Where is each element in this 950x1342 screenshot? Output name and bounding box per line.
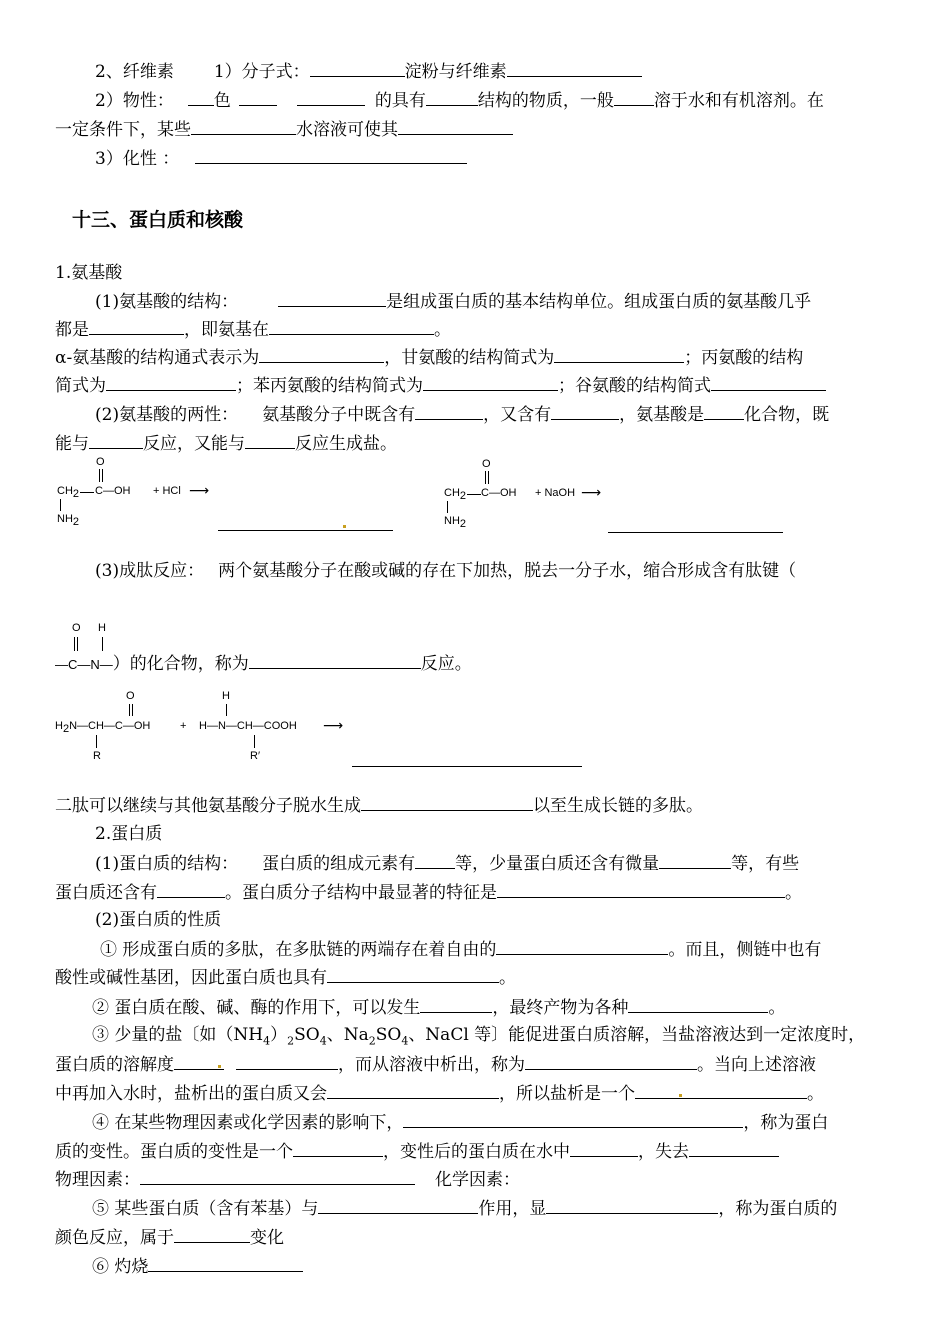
text: 。 [499, 968, 516, 988]
text: (2)氨基酸的两性： [95, 405, 239, 425]
blank[interactable] [711, 374, 826, 391]
text: ，失去 [638, 1142, 689, 1162]
peptide-line1 [95, 560, 796, 582]
text: ，称为蛋白 [743, 1113, 829, 1133]
amino-s1 [95, 290, 811, 313]
text: ③ 少量的盐〔如（NH [92, 1025, 264, 1045]
protein-f1 [92, 1111, 828, 1134]
text: 、Na [326, 1025, 369, 1045]
amino-s2 [55, 318, 451, 341]
blank[interactable] [689, 1140, 779, 1157]
blank[interactable] [525, 1053, 697, 1070]
protein-h1 [92, 1255, 303, 1278]
bond [226, 704, 227, 716]
blank[interactable] [174, 1226, 250, 1243]
text: 。 [807, 1084, 824, 1104]
text: ⑥ 灼烧 [92, 1257, 149, 1277]
amino-s3 [55, 346, 803, 369]
blank[interactable] [174, 1053, 224, 1070]
text: 物理因素： [55, 1170, 140, 1190]
text: 。而且，侧链中也有 [668, 940, 822, 960]
blank[interactable] [554, 346, 684, 363]
protein-b1: (2)蛋白质的性质 [95, 910, 222, 930]
bond [80, 492, 94, 493]
bond [102, 637, 103, 651]
blank[interactable] [423, 374, 558, 391]
text: 结构的物质，一般 [477, 91, 614, 111]
blank[interactable] [635, 1082, 807, 1099]
blank[interactable] [614, 89, 654, 106]
text: NH [444, 515, 460, 527]
blank[interactable] [236, 1053, 338, 1070]
text: 溶于水和有机溶剂。在 [653, 91, 824, 111]
answer-blank[interactable] [218, 530, 393, 531]
bond [254, 735, 255, 748]
double-bond [77, 637, 78, 651]
amino-s5 [95, 403, 829, 426]
blank[interactable] [318, 1197, 478, 1214]
text: 能与 [55, 434, 89, 454]
text: ，甘氨酸的结构简式为 [384, 348, 555, 368]
protein-d1 [92, 996, 785, 1019]
text: ） [270, 1025, 288, 1045]
protein-c2 [55, 966, 516, 989]
text: 2 [459, 518, 467, 531]
blank[interactable] [259, 346, 384, 363]
protein-f2 [55, 1140, 779, 1163]
double-bond [129, 704, 130, 716]
text: 等，有些 [731, 854, 800, 874]
blank[interactable] [398, 118, 513, 135]
amino-s6 [55, 432, 397, 455]
text: ；苯丙氨酸的结构简式为 [236, 376, 423, 396]
text: 。当向上述溶液 [697, 1055, 816, 1075]
arrow-icon: ⟶ [581, 484, 602, 500]
blank[interactable] [157, 881, 225, 898]
answer-blank[interactable] [352, 766, 582, 767]
text: 二肽可以继续与其他氨基酸分子脱水生成 [55, 796, 361, 816]
text: ⑤ 某些蛋白质（含有苯基）与 [92, 1199, 319, 1219]
blank[interactable] [361, 794, 533, 811]
r-group: R [93, 750, 101, 762]
text: 淀粉与纤维素 [404, 62, 507, 82]
text: 3）化性 ： [95, 149, 180, 169]
text: 化学因素： [435, 1170, 520, 1190]
text: 2、纤维素 [95, 62, 174, 82]
text: 2 [72, 516, 80, 529]
text: 反应生成盐。 [295, 434, 397, 454]
amino-heading: 1.氨基酸 [55, 263, 123, 283]
text: 一定条件下，某些 [55, 120, 191, 140]
protein-e2 [55, 1053, 816, 1076]
double-bond [99, 469, 100, 482]
text: CH [444, 487, 460, 499]
blank[interactable] [269, 318, 434, 335]
blank[interactable] [403, 1111, 743, 1128]
blank[interactable] [546, 1197, 718, 1214]
text: 化合物，既 [744, 405, 830, 425]
blank[interactable] [239, 89, 277, 106]
text: (3)成肽反应： [95, 561, 205, 581]
text: 等，少量蛋白质还含有微量 [455, 854, 660, 874]
hydrogen-label: H [98, 622, 106, 634]
plus-sign: + [180, 720, 187, 732]
text: ）的化合物，称为 [112, 654, 249, 674]
text: 反应。 [420, 654, 472, 674]
nh2-label [57, 513, 79, 528]
blank[interactable] [507, 60, 642, 77]
reactant1-label: $H_2N—CH—C—OH$ [55, 720, 151, 736]
text: ① 形成蛋白质的多肽，在多肽链的两端存在着自由的 [100, 940, 497, 960]
text: 色 [213, 91, 231, 111]
text: ，称为蛋白质的 [718, 1199, 838, 1219]
text: 2 [287, 1034, 295, 1048]
protein-f3 [55, 1168, 520, 1191]
peptide-line2 [55, 652, 472, 676]
text: ，最终产物为各种 [492, 998, 629, 1018]
double-bond [488, 471, 489, 484]
ink-dot [218, 1065, 221, 1068]
text: 蛋白质的溶解度 [55, 1055, 174, 1075]
blank[interactable] [89, 432, 143, 449]
oxygen-label: O [96, 456, 105, 468]
blank[interactable] [497, 881, 785, 898]
text: 1）分子式： [213, 62, 310, 82]
blank[interactable] [148, 1255, 303, 1272]
blank[interactable] [327, 966, 499, 983]
double-bond [102, 469, 103, 482]
text: 。蛋白质分子结构中最显著的特征是 [225, 883, 497, 903]
double-bond [132, 704, 133, 716]
text: 都是 [55, 320, 89, 340]
text: SO [375, 1025, 402, 1045]
blank[interactable] [191, 118, 296, 135]
text: 4 [401, 1034, 409, 1048]
text: 2）物性： [95, 91, 174, 111]
blank[interactable] [496, 938, 668, 955]
text: α-氨基酸的结构通式表示为 [55, 348, 260, 368]
ch2-label [444, 487, 466, 502]
blank[interactable] [327, 1082, 499, 1099]
blank[interactable] [140, 1168, 415, 1185]
protein-a2 [55, 881, 802, 904]
double-bond [74, 637, 75, 651]
cellulose-line1 [95, 60, 642, 83]
text: 变化 [250, 1228, 284, 1248]
text: CH [57, 485, 73, 497]
text: 的具有 [374, 91, 426, 111]
blank[interactable] [310, 60, 405, 77]
text: ，所以盐析是一个 [499, 1084, 635, 1104]
cellulose-line4 [95, 147, 467, 170]
text: 以至生成长链的多肽。 [533, 796, 703, 816]
blank[interactable] [106, 374, 236, 391]
blank[interactable] [293, 1140, 383, 1157]
protein-a1 [95, 852, 799, 875]
answer-blank[interactable] [608, 532, 783, 533]
text: 。 [768, 998, 786, 1018]
oxygen-label: O [482, 458, 491, 470]
naoh-label: + NaOH [535, 487, 576, 499]
bond [467, 494, 481, 495]
double-bond [485, 471, 486, 484]
blank[interactable] [551, 403, 619, 420]
blank[interactable] [570, 1140, 638, 1157]
blank[interactable] [420, 996, 492, 1013]
blank[interactable] [659, 852, 731, 869]
oxygen-label: O [72, 622, 81, 634]
blank[interactable] [415, 852, 455, 869]
text: ，又含有 [483, 405, 552, 425]
blank[interactable] [628, 996, 768, 1013]
blank[interactable] [245, 432, 295, 449]
text: 中再加入水时，盐析出的蛋白质又会 [55, 1084, 327, 1104]
protein-e3 [55, 1082, 824, 1105]
protein-e1 [92, 1024, 865, 1052]
text: 是组成蛋白质的基本结构单位。组成蛋白质的氨基酸几乎 [386, 292, 812, 312]
text: 2 [72, 488, 80, 501]
bond [60, 499, 61, 511]
text: (1)氨基酸的结构： [95, 292, 239, 312]
text: N—CH—C—OH [69, 720, 151, 732]
cellulose-line3 [55, 118, 513, 141]
text: ② 蛋白质在酸、碱、酶的作用下，可以发生 [92, 998, 421, 1018]
peptide-bond-text: —C—N— [55, 657, 113, 672]
text: ，氨基酸是 [619, 405, 705, 425]
text: SO [294, 1025, 320, 1045]
blank[interactable] [89, 318, 184, 335]
text: NH [57, 513, 73, 525]
text: 蛋白质还含有 [55, 883, 157, 903]
protein-g2 [55, 1226, 284, 1249]
blank[interactable] [195, 147, 467, 164]
blank[interactable] [297, 89, 365, 106]
text: 两个氨基酸分子在酸或碱的存在下加热，脱去一分子水，缩合形成含有肽键（ [218, 561, 797, 581]
ink-dot [343, 525, 346, 528]
blank[interactable] [426, 89, 478, 106]
text: 2 [459, 490, 467, 503]
text: 简式为 [55, 376, 106, 396]
text: 酸性或碱性基团，因此蛋白质也具有 [55, 968, 327, 988]
oxygen-label: O [126, 690, 135, 702]
nh2-label [444, 515, 466, 530]
text: ④ 在某些物理因素或化学因素的影响下， [92, 1113, 404, 1133]
bond [447, 501, 448, 513]
blank[interactable] [415, 403, 483, 420]
text: 氨基酸分子中既含有 [262, 405, 416, 425]
text: ，即氨基在 [184, 320, 269, 340]
blank[interactable] [704, 403, 744, 420]
hcl-label: + HCl [153, 485, 181, 497]
protein-g1 [92, 1197, 837, 1220]
text: 蛋白质的组成元素有 [262, 854, 416, 874]
text: 水溶液可使其 [296, 120, 398, 140]
bond [96, 735, 97, 748]
section-title: 十三、蛋白质和核酸 [72, 209, 244, 231]
text: 反应，又能与 [143, 434, 245, 454]
peptide-line3 [55, 794, 703, 817]
text: 。 [434, 320, 451, 340]
hydrogen-label: H [222, 690, 230, 702]
text: 作用，显 [478, 1199, 547, 1219]
coh-label: C—OH [95, 485, 131, 497]
cellulose-line2 [95, 89, 824, 112]
text: 、NaCl 等〕能促进蛋白质溶解，当盐溶液达到一定浓度时， [408, 1025, 866, 1045]
reactant2-label: H—N—CH—COOH [199, 720, 297, 732]
text: ；丙氨酸的结构 [684, 348, 804, 368]
coh-label: C—OH [481, 487, 517, 499]
text: ，而从溶液中析出，称为 [338, 1055, 525, 1075]
text: 4 [263, 1034, 271, 1048]
text: ，变性后的蛋白质在水中 [383, 1142, 570, 1162]
blank[interactable] [249, 652, 421, 669]
r-prime-group: R′ [250, 750, 261, 762]
blank[interactable] [278, 290, 386, 307]
ch2-label [57, 485, 79, 500]
text: ；谷氨酸的结构简式 [558, 376, 711, 396]
text: 。 [785, 883, 802, 903]
arrow-icon: ⟶ [323, 717, 344, 733]
text: 4 [319, 1034, 327, 1048]
blank[interactable] [188, 89, 214, 106]
text: 2 [368, 1034, 376, 1048]
ink-dot [679, 1094, 682, 1097]
amino-s4 [55, 374, 826, 397]
text: 质的变性。蛋白质的变性是一个 [55, 1142, 293, 1162]
text: 颜色反应，属于 [55, 1228, 174, 1248]
arrow-icon: ⟶ [189, 482, 210, 498]
text: (1)蛋白质的结构： [95, 854, 239, 874]
protein-c1 [100, 938, 821, 961]
protein-heading: 2.蛋白质 [95, 824, 163, 844]
